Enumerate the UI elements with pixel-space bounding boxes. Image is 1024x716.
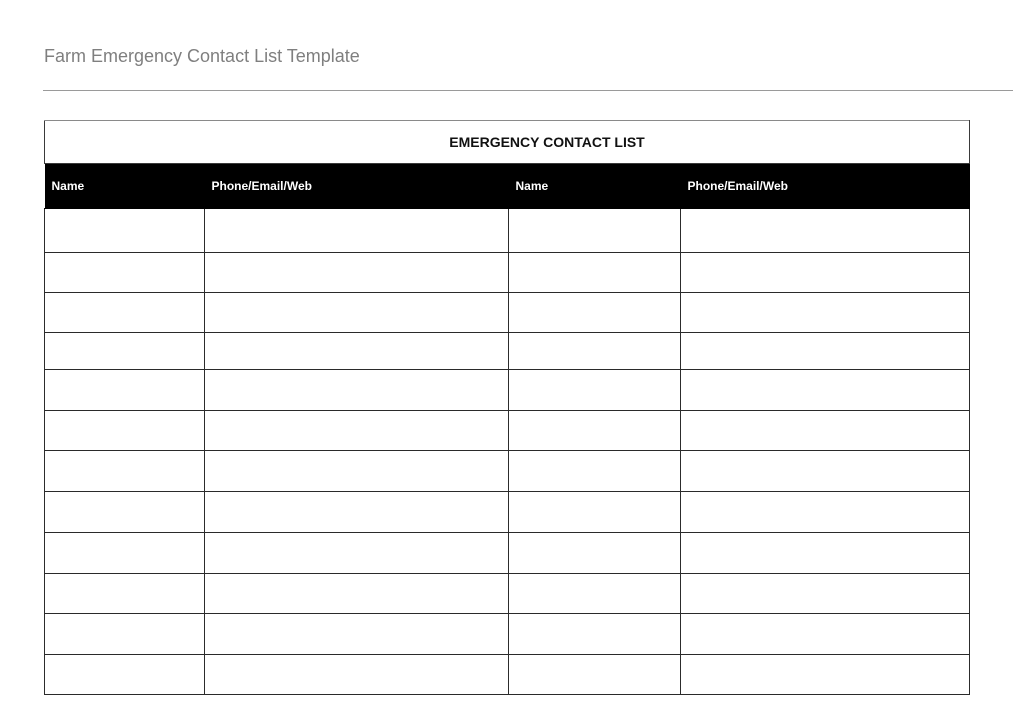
contact-input-1[interactable] xyxy=(205,253,508,292)
name-input-2[interactable] xyxy=(509,253,680,292)
contact-input-1[interactable] xyxy=(205,533,508,573)
name-cell-2 xyxy=(509,253,681,293)
table-row xyxy=(45,533,970,574)
contact-input-2[interactable] xyxy=(681,293,969,332)
name-input-2[interactable] xyxy=(509,655,680,694)
name-cell-1 xyxy=(45,333,205,370)
column-header-name-1: Name xyxy=(45,164,205,209)
name-input-2[interactable] xyxy=(509,293,680,332)
name-input-2[interactable] xyxy=(509,533,680,573)
contact-input-1[interactable] xyxy=(205,492,508,532)
name-input-2[interactable] xyxy=(509,209,680,252)
name-cell-1 xyxy=(45,533,205,574)
name-cell-2 xyxy=(509,209,681,253)
contact-cell-2 xyxy=(681,370,970,411)
contact-cell-2 xyxy=(681,614,970,655)
contact-input-2[interactable] xyxy=(681,614,969,654)
contact-input-1[interactable] xyxy=(205,333,508,369)
name-cell-2 xyxy=(509,451,681,492)
title-divider xyxy=(43,90,1013,91)
contact-cell-2 xyxy=(681,293,970,333)
name-input-1[interactable] xyxy=(45,253,204,292)
table-body xyxy=(45,121,970,695)
contact-input-1[interactable] xyxy=(205,574,508,613)
contact-cell-1 xyxy=(205,370,509,411)
contact-input-1[interactable] xyxy=(205,209,508,252)
contact-cell-1 xyxy=(205,333,509,370)
name-cell-1 xyxy=(45,574,205,614)
contact-cell-1 xyxy=(205,451,509,492)
emergency-contact-table xyxy=(44,120,970,695)
table-row xyxy=(45,370,970,411)
column-header-contact-2: Phone/Email/Web xyxy=(681,164,970,209)
contact-cell-2 xyxy=(681,253,970,293)
contact-cell-1 xyxy=(205,209,509,253)
name-input-1[interactable] xyxy=(45,492,204,532)
name-cell-1 xyxy=(45,411,205,451)
contact-input-2[interactable] xyxy=(681,533,969,573)
name-cell-1 xyxy=(45,370,205,411)
column-header-contact-1: Phone/Email/Web xyxy=(205,164,509,209)
contact-cell-2 xyxy=(681,411,970,451)
contact-cell-1 xyxy=(205,492,509,533)
name-cell-1 xyxy=(45,655,205,695)
name-input-2[interactable] xyxy=(509,370,680,410)
contact-input-1[interactable] xyxy=(205,655,508,694)
table-row xyxy=(45,209,970,253)
name-cell-2 xyxy=(509,293,681,333)
contact-cell-2 xyxy=(681,492,970,533)
contact-cell-1 xyxy=(205,253,509,293)
name-input-2[interactable] xyxy=(509,451,680,491)
name-cell-1 xyxy=(45,614,205,655)
contact-input-1[interactable] xyxy=(205,411,508,450)
table-header-row xyxy=(45,164,970,209)
name-input-1[interactable] xyxy=(45,209,204,252)
name-cell-2 xyxy=(509,411,681,451)
contact-input-2[interactable] xyxy=(681,451,969,491)
name-cell-1 xyxy=(45,253,205,293)
name-cell-2 xyxy=(509,574,681,614)
contact-cell-2 xyxy=(681,533,970,574)
name-input-1[interactable] xyxy=(45,655,204,694)
contact-cell-1 xyxy=(205,574,509,614)
name-input-2[interactable] xyxy=(509,411,680,450)
contact-input-2[interactable] xyxy=(681,574,969,613)
contact-input-2[interactable] xyxy=(681,253,969,292)
contact-input-2[interactable] xyxy=(681,370,969,410)
name-cell-1 xyxy=(45,451,205,492)
contact-input-2[interactable] xyxy=(681,209,969,252)
contact-cell-1 xyxy=(205,614,509,655)
name-cell-2 xyxy=(509,370,681,411)
contact-cell-2 xyxy=(681,655,970,695)
name-input-2[interactable] xyxy=(509,614,680,654)
name-input-2[interactable] xyxy=(509,333,680,369)
contact-input-1[interactable] xyxy=(205,614,508,654)
contact-input-2[interactable] xyxy=(681,655,969,694)
contact-cell-2 xyxy=(681,333,970,370)
table-caption: EMERGENCY CONTACT LIST xyxy=(45,121,970,164)
document-title: Farm Emergency Contact List Template xyxy=(44,46,360,66)
contact-cell-1 xyxy=(205,655,509,695)
contact-cell-2 xyxy=(681,574,970,614)
name-cell-2 xyxy=(509,614,681,655)
contact-input-1[interactable] xyxy=(205,293,508,332)
table-row xyxy=(45,333,970,370)
column-header-name-2: Name xyxy=(509,164,681,209)
name-cell-2 xyxy=(509,533,681,574)
contact-input-2[interactable] xyxy=(681,492,969,532)
name-input-1[interactable] xyxy=(45,411,204,450)
name-cell-2 xyxy=(509,492,681,533)
table-row xyxy=(45,293,970,333)
name-input-1[interactable] xyxy=(45,333,204,369)
contact-cell-2 xyxy=(681,209,970,253)
contact-input-2[interactable] xyxy=(681,333,969,369)
table-caption-row xyxy=(45,121,970,164)
table-row xyxy=(45,253,970,293)
table-row xyxy=(45,411,970,451)
name-input-1[interactable] xyxy=(45,574,204,613)
contact-input-1[interactable] xyxy=(205,370,508,410)
name-input-2[interactable] xyxy=(509,574,680,613)
table-row xyxy=(45,574,970,614)
name-input-1[interactable] xyxy=(45,614,204,654)
contact-cell-1 xyxy=(205,533,509,574)
table-row xyxy=(45,614,970,655)
name-cell-1 xyxy=(45,492,205,533)
contact-cell-2 xyxy=(681,451,970,492)
contact-cell-1 xyxy=(205,293,509,333)
table-row xyxy=(45,451,970,492)
table-row xyxy=(45,655,970,695)
name-cell-1 xyxy=(45,293,205,333)
name-input-1[interactable] xyxy=(45,451,204,491)
name-input-1[interactable] xyxy=(45,370,204,410)
contact-cell-1 xyxy=(205,411,509,451)
contact-input-1[interactable] xyxy=(205,451,508,491)
name-input-2[interactable] xyxy=(509,492,680,532)
name-input-1[interactable] xyxy=(45,293,204,332)
table-row xyxy=(45,492,970,533)
name-cell-2 xyxy=(509,655,681,695)
name-input-1[interactable] xyxy=(45,533,204,573)
contact-input-2[interactable] xyxy=(681,411,969,450)
name-cell-2 xyxy=(509,333,681,370)
name-cell-1 xyxy=(45,209,205,253)
